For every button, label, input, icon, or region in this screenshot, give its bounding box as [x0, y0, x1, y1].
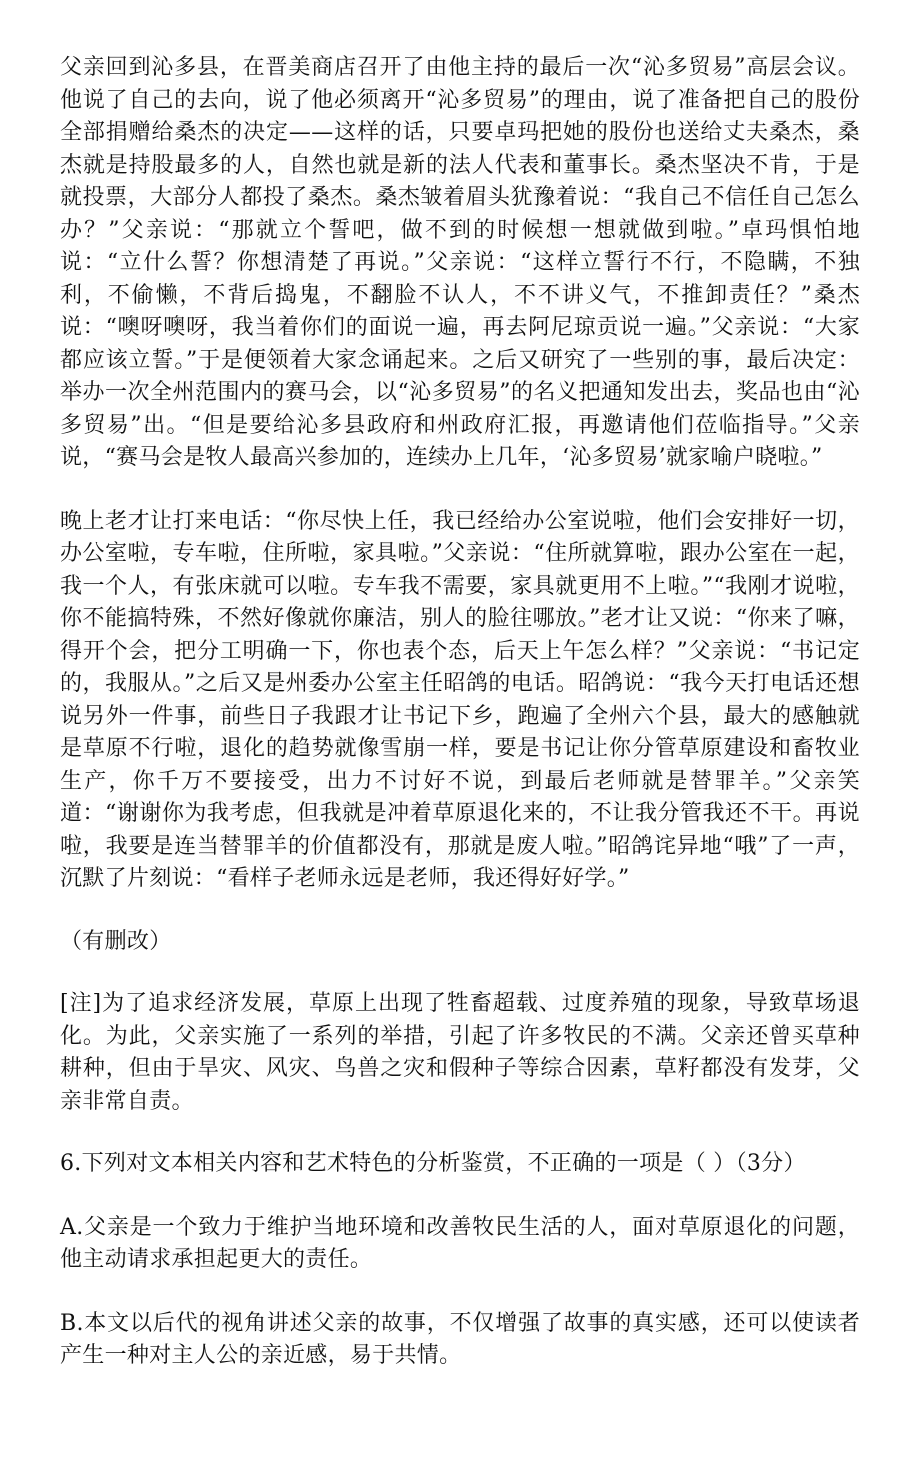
document-page: [60, 52, 860, 1373]
story-paragraph-phone-call: 晚上老才让打来电话：“你尽快上任，我已经给办公室说啦，他们会安排好一切，办公室啦，专车啦，住所啦，家具啦。”父亲说：“住所就算啦，跟办公室在一起，我一个人，有张床就可以啦。专车我不需要，家具就更用不上啦。”“我刚才说啦，你不能搞特殊，不然好像就你廉洁，别人的脸往哪放。”老才让又说：“你来了嘛，得开个会，把分工明确一下，你也表个态，后天上午怎么样？”父亲说：“书记定的，我服从。”之后又是州委办公室主任昭鸽的电话。昭鸽说：“我今天打电话还想说另外一件事，前些日子我跟才让书记下乡，跑遍了全州六个县，最大的感触就是草原不行啦，退化的趋势就像雪崩一样，要是书记让你分管草原建设和畜牧业生产，你千万不要接受，出力不讨好不说，到最后老师就是替罪羊。”父亲笑道：“谢谢你为我考虑，但我就是冲着草原退化来的，不让我分管我还不干。再说啦，我要是连当替罪羊的价值都没有，那就是废人啦。”昭鸽诧异地“哦”了一声，沉默了片刻说：“看样子老师永远是老师，我还得好好学。”: [60, 508, 860, 891]
story-paragraph-meeting: 父亲回到沁多县，在晋美商店召开了由他主持的最后一次“沁多贸易”高层会议。他说了自己的去向，说了他必须离开“沁多贸易”的理由，说了准备把自己的股份全部捐赠给桑杰的决定——这样的话，只要卓玛把她的股份也送给丈夫桑杰，桑杰就是持股最多的人，自然也就是新的法人代表和董事长。桑杰坚决不肯，于是就投票，大部分人都投了桑杰。桑杰皱着眉头犹豫着说：“我自己不信任自己怎么办？”父亲说：“那就立个誓吧，做不到的时候想一想就做到啦。”卓玛惧怕地说：“立什么誓？你想清楚了再说。”父亲说：“这样立誓行不行，不隐瞒，不独利，不偷懒，不背后捣鬼，不翻脸不认人，不不讲义气，不推卸责任？”桑杰说：“噢呀噢呀，我当着你们的面说一遍，再去阿尼琼贡说一遍。”父亲说：“大家都应该立誓。”于是便领着大家念诵起来。之后又研究了一些别的事，最后决定：举办一次全州范围内的赛马会，以“沁多贸易”的名义把通知发出去，奖品也由“沁多贸易”出。“但是要给沁多县政府和州政府汇报，再邀请他们莅临指导。”父亲说，“赛马会是牧人最高兴参加的，连续办上几年，‘沁多贸易’就家喻户晓啦。”: [60, 55, 860, 470]
footnote: [注]为了追求经济发展，草原上出现了牲畜超载、过度养殖的现象，导致草场退化。为此，父亲实施了一系列的举措，引起了许多牧民的不满。父亲还曾买草种耕种，但由于旱灾、风灾、鸟兽之灾和假种子等综合因素，草籽都没有发芽，父亲非常自责。: [60, 991, 860, 1114]
option-a: A.父亲是一个致力于维护当地环境和改善牧民生活的人，面对草原退化的问题，他主动请求承担起更大的责任。: [60, 1214, 860, 1272]
abridged-note: （有删改）: [60, 928, 172, 954]
question-stem: 6.下列对文本相关内容和艺术特色的分析鉴赏，不正确的一项是（ ）（3分）: [60, 1151, 806, 1176]
option-b: B.本文以后代的视角讲述父亲的故事，不仅增强了故事的真实感，还可以使读者产生一种对主人公的亲近感，易于共情。: [60, 1310, 860, 1368]
